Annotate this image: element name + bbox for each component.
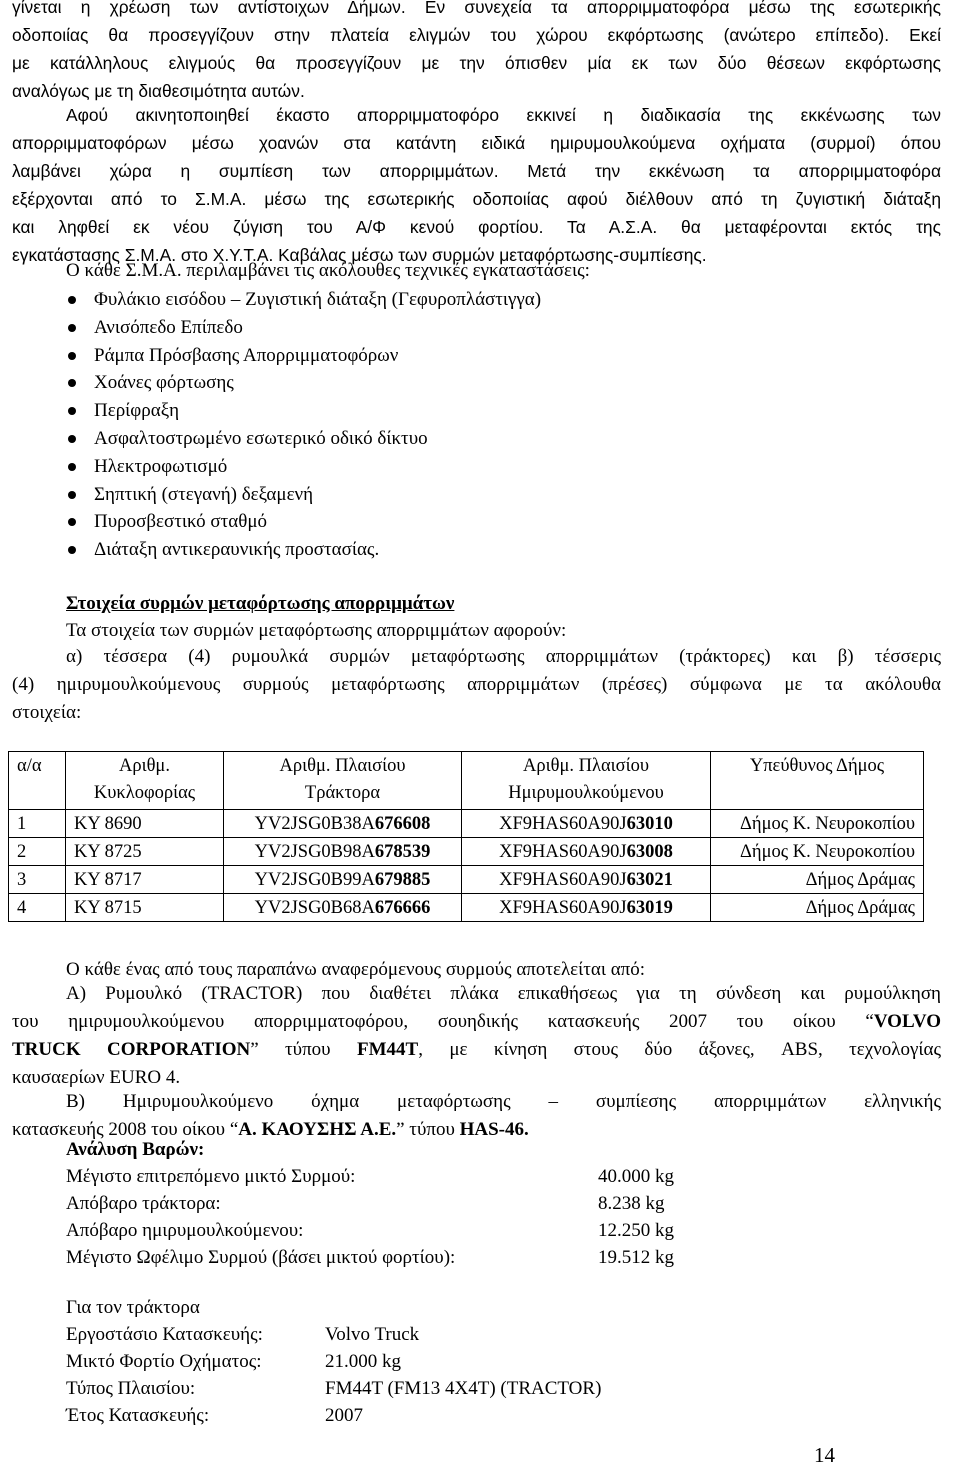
weight-value: 12.250 kg (598, 1220, 674, 1241)
header-cell (462, 752, 711, 810)
tractor-list (66, 1321, 766, 1431)
section-intro: Τα στοιχεία των συρμών μεταφόρτωσης απορριμμάτων αφορούν: (66, 620, 567, 641)
text-line: κατασκευής 2008 του οίκου “Α. ΚΑΟΥΣΗΣ Α.Ε.” τύπου HAS-46. (12, 1119, 529, 1140)
list-item: Ανισόπεδο Επίπεδο (68, 314, 541, 342)
cell-tractor-chassis: YV2JSG0B68A676666 (224, 894, 462, 922)
text-line: α) τέσσερα (4) ρυμουλκά συρμών μεταφόρτωσης απορριμμάτων (τράκτορες) και β) τέσσερις (66, 646, 941, 667)
table-row (9, 866, 924, 894)
weight-row (66, 1244, 766, 1271)
text-line: και ληφθεί εκ νέου ζύγιση του Α/Φ κενού φορτίου. Τα Α.Σ.Α. θα μεταφέρονται εκτός της (12, 217, 941, 237)
table-row (9, 810, 924, 838)
table-row (9, 838, 924, 866)
weight-row (66, 1190, 766, 1217)
tractor-label: Μικτό Φορτίο Οχήματος: (66, 1351, 262, 1372)
weight-row (66, 1163, 766, 1190)
header-cell (66, 752, 224, 810)
header-label: Αριθμ. Πλαισίου (523, 756, 649, 776)
cell-plate: KY 8690 (66, 810, 224, 838)
weight-label: Απόβαρο ημιρυμουλκούμενου: (66, 1220, 304, 1241)
list-item: Φυλάκιο εισόδου – Ζυγιστική διάταξη (Γεφυροπλάστιγγα) (68, 286, 541, 314)
cell-no: 4 (9, 894, 66, 922)
header-cell (711, 752, 924, 810)
text-line: καυσαερίων EURO 4. (12, 1067, 181, 1088)
header-label: Αριθμ. (119, 756, 170, 776)
cell-municipality: Δήμος Δράμας (711, 894, 924, 922)
tractor-row (66, 1402, 766, 1429)
text-line: γίνεται η χρέωση των αντίστοιχων Δήμων. Εν συνεχεία τα απορριμματοφόρα μέσω της εσωτερικής (12, 0, 941, 17)
composition-intro: Ο κάθε ένας από τους παραπάνω αναφερόμενους συρμούς αποτελείται από: (66, 959, 646, 980)
list-item: Περίφραξη (68, 397, 541, 425)
tractor-value: FM44T (FM13 4X4T) (TRACTOR) (325, 1378, 602, 1399)
list-item: Σηπτική (στεγανή) δεξαμενή (68, 481, 541, 509)
weight-value: 8.238 kg (598, 1193, 665, 1214)
tractor-row (66, 1348, 766, 1375)
weight-value: 40.000 kg (598, 1166, 674, 1187)
section-heading: Στοιχεία συρμών μεταφόρτωσης απορριμμάτων (66, 593, 455, 614)
paragraph-1 (12, 0, 941, 105)
header-label: Κυκλοφορίας (93, 783, 196, 803)
header-label: Υπεύθυνος Δήμος (749, 756, 885, 776)
text-line: λαμβάνει χώρα η συμπίεση των απορριμμάτων. Μετά την εκκένωση τα απορριμματοφόρα (12, 161, 941, 181)
list-item: Χοάνες φόρτωσης (68, 369, 541, 397)
cell-semi-chassis: XF9HAS60A90J63019 (462, 894, 711, 922)
weights-list (66, 1163, 766, 1273)
weights-title: Ανάλυση Βαρών: (66, 1139, 205, 1160)
text-line: του ημιρυμουλκούμενου απορριμματοφόρου, σουηδικής κατασκευής 2007 του οίκου “VOLVO (12, 1011, 941, 1032)
cell-semi-chassis: XF9HAS60A90J63021 (462, 866, 711, 894)
text-line: οδοποιίας θα προσεγγίζουν στην πλατεία ελιγμών του χώρου εκφόρτωσης (ανώτερο επίπεδο). Εκεί (12, 25, 941, 45)
text-line: (4) ημιρυμουλκούμενους συρμούς μεταφόρτωσης απορριμμάτων (πρέσες) σύμφωνα με τα ακόλουθα (12, 674, 941, 695)
tractor-title: Για τον τράκτορα (66, 1297, 200, 1318)
cell-semi-chassis: XF9HAS60A90J63010 (462, 810, 711, 838)
tractor-value: Volvo Truck (325, 1324, 420, 1345)
text-line: με κατάλληλους ελιγμούς θα προσεγγίζουν με την όπισθεν μία εκ των δύο θέσεων εκφόρτωσης (12, 53, 941, 73)
table-row (9, 894, 924, 922)
tractor-value: 21.000 kg (325, 1351, 401, 1372)
text-line: εξέρχονται από το Σ.Μ.Α. μέσω της εσωτερικής οδοποιίας αφού διέλθουν από τη ζυγιστική διάταξη (12, 189, 941, 209)
cell-plate: KY 8725 (66, 838, 224, 866)
text-line: απορριμματοφόρων μέσω χοανών στα κατάντη ειδικά ημιρυμουλκούμενα οχήματα (συρμοί) όπου (12, 133, 941, 153)
list-item: Ηλεκτροφωτισμό (68, 453, 541, 481)
cell-municipality: Δήμος Κ. Νευροκοπίου (711, 810, 924, 838)
text-line: TRUCK CORPORATION” τύπου FM44T, με κίνηση στους δύο άξονες, ABS, τεχνολογίας (12, 1039, 942, 1060)
header-label: Αριθμ. Πλαισίου (279, 756, 406, 776)
composition-a (12, 980, 941, 1092)
cell-tractor-chassis: YV2JSG0B99A679885 (224, 866, 462, 894)
tractor-label: Τύπος Πλαισίου: (66, 1378, 196, 1399)
tractor-label: Έτος Κατασκευής: (66, 1405, 210, 1426)
trains-paragraph (12, 643, 941, 727)
list-item: Ράμπα Πρόσβασης Απορριμματοφόρων (68, 342, 541, 370)
text-line: στοιχεία: (12, 702, 82, 723)
cell-semi-chassis: XF9HAS60A90J63008 (462, 838, 711, 866)
cell-plate: KY 8717 (66, 866, 224, 894)
weight-label: Μέγιστο επιτρεπόμενο μικτό Συρμού: (66, 1166, 356, 1187)
cell-no: 2 (9, 838, 66, 866)
composition-b (12, 1088, 941, 1144)
table-header-row (9, 752, 924, 810)
header-cell (9, 752, 66, 810)
header-label: Τράκτορα (304, 783, 381, 803)
page-number: 14 (814, 1443, 835, 1467)
text-line: Α) Ρυμουλκό (TRACTOR) που διαθέτει πλάκα επικαθήσεως για τη σύνδεση και ρυμούλκηση (66, 983, 941, 1004)
header-label: Ημιρυμουλκούμενου (508, 783, 664, 803)
cell-municipality: Δήμος Κ. Νευροκοπίου (711, 838, 924, 866)
weight-row (66, 1217, 766, 1244)
cell-no: 3 (9, 866, 66, 894)
cell-plate: KY 8715 (66, 894, 224, 922)
facilities-list (68, 286, 541, 564)
facilities-intro: Ο κάθε Σ.Μ.Α. περιλαμβάνει τις ακόλουθες τεχνικές εγκαταστάσεις: (66, 260, 590, 281)
list-item: Διάταξη αντικεραυνικής προστασίας. (68, 536, 541, 564)
list-item: Ασφαλτοστρωμένο εσωτερικό οδικό δίκτυο (68, 425, 541, 453)
trains-table (8, 751, 924, 922)
weight-value: 19.512 kg (598, 1247, 674, 1268)
weight-label: Μέγιστο Ωφέλιμο Συρμού (βάσει μικτού φορτίου): (66, 1247, 456, 1268)
weight-label: Απόβαρο τράκτορα: (66, 1193, 221, 1214)
list-item: Πυροσβεστικό σταθμό (68, 508, 541, 536)
cell-tractor-chassis: YV2JSG0B38A676608 (224, 810, 462, 838)
header-label: α/α (17, 756, 42, 776)
tractor-row (66, 1375, 766, 1402)
tractor-value: 2007 (325, 1405, 363, 1426)
header-cell (224, 752, 462, 810)
text-line: Αφού ακινητοποιηθεί έκαστο απορριμματοφόρο εκκινεί η διαδικασία της εκκένωσης των (66, 105, 941, 125)
cell-municipality: Δήμος Δράμας (711, 866, 924, 894)
text-line: εγκατάστασης Σ.Μ.Α. στο Χ.Υ.Τ.Α. Καβάλας μέσω των συρμών μεταφόρτωσης-συμπίεσης. (12, 245, 707, 265)
cell-tractor-chassis: YV2JSG0B98A678539 (224, 838, 462, 866)
paragraph-2 (12, 101, 941, 269)
cell-no: 1 (9, 810, 66, 838)
text-line: αναλόγως με τη διαθεσιμότητα αυτών. (12, 81, 305, 101)
tractor-label: Εργοστάσιο Κατασκευής: (66, 1324, 263, 1345)
tractor-row (66, 1321, 766, 1348)
text-line: Β) Ημιρυμουλκούμενο όχημα μεταφόρτωσης – συμπίεσης απορριμμάτων ελληνικής (66, 1091, 941, 1112)
